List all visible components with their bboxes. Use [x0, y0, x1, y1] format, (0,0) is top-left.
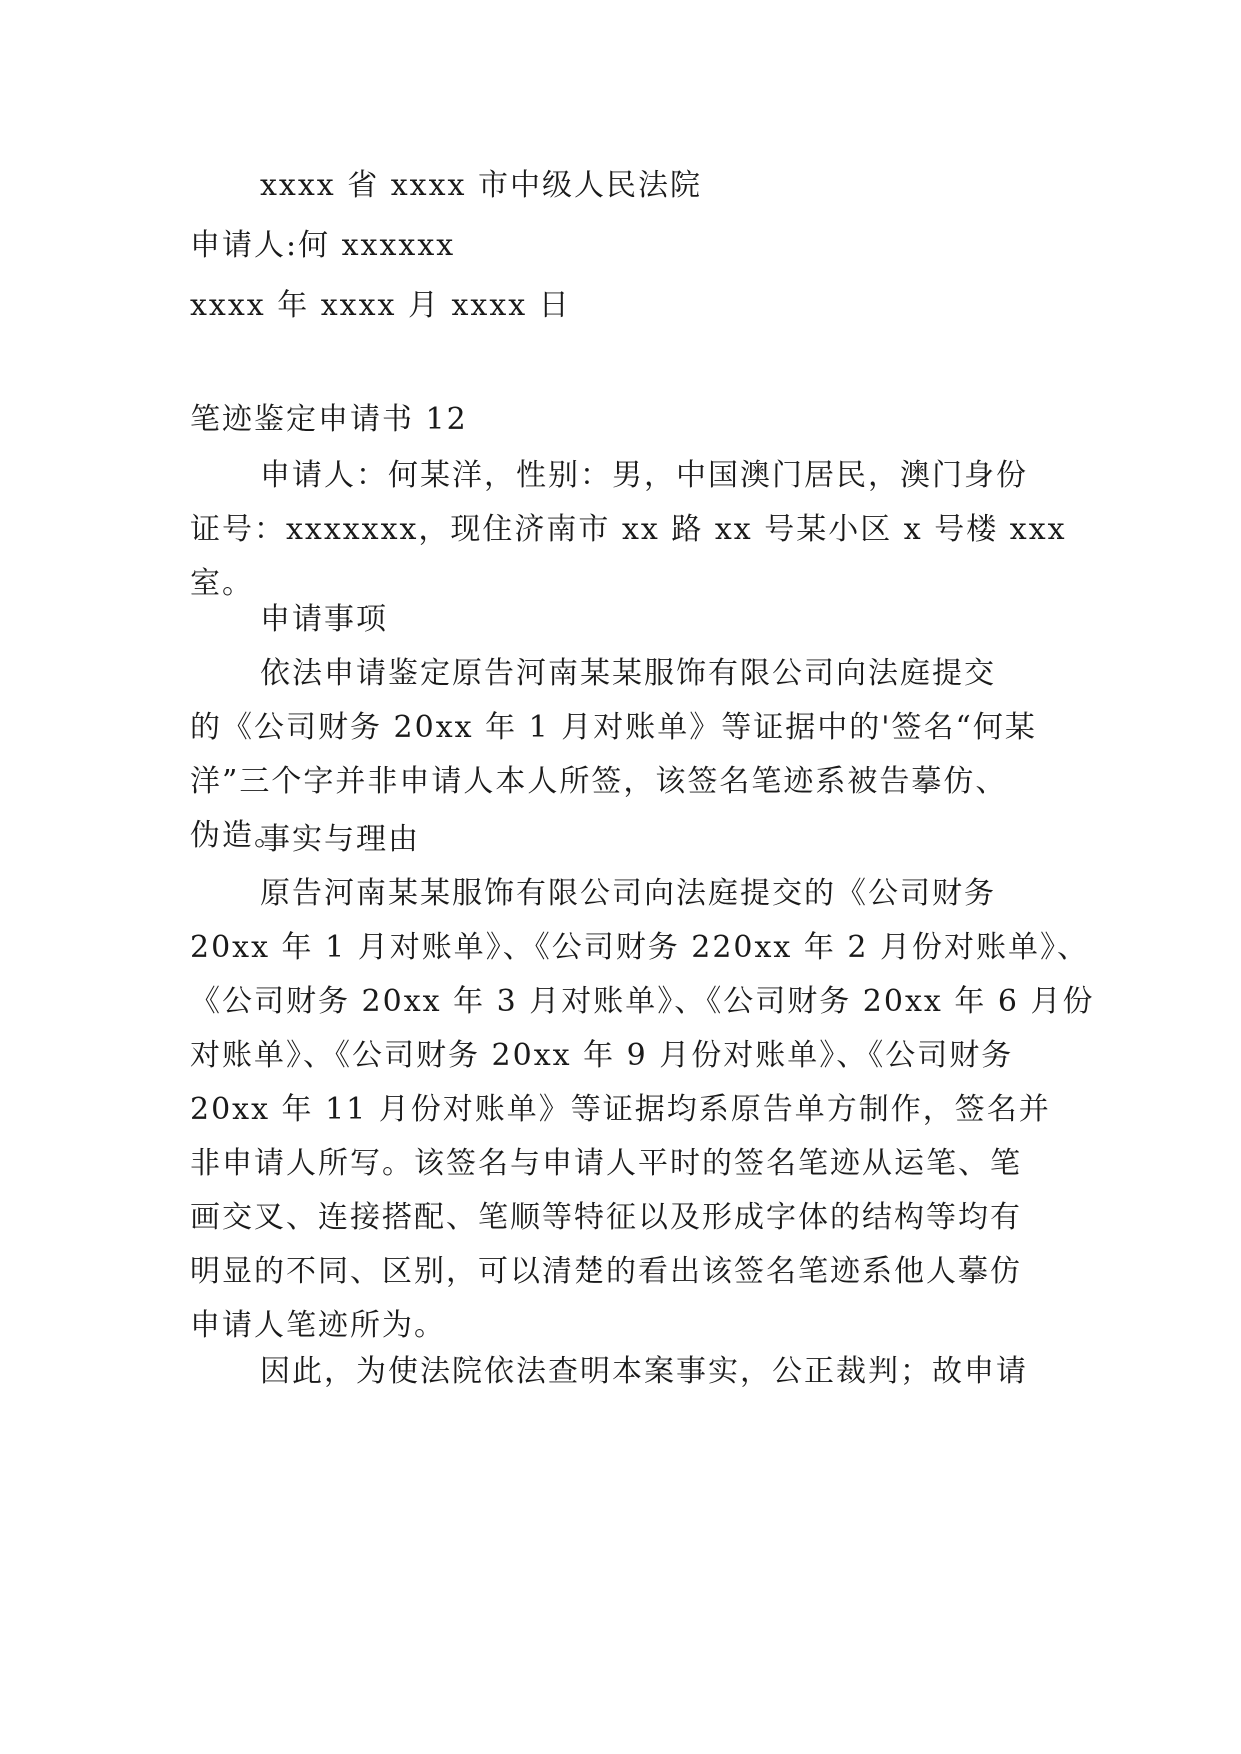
paragraph-line: 对账单》、《公司财务 20xx 年 9 月份对账单》、《公司财务 — [190, 1038, 1014, 1073]
paragraph-line: 明显的不同、区别，可以清楚的看出该签名笔迹系他人摹仿 — [190, 1254, 1022, 1289]
signature-date: xxxx 年 xxxx 月 xxxx 日 — [190, 288, 571, 323]
paragraph-line: 20xx 年 11 月份对账单》等证据均系原告单方制作，签名并 — [190, 1092, 1051, 1127]
section-heading-request: 申请事项 — [260, 602, 388, 637]
paragraph-line: 申请人笔迹所为。 — [190, 1308, 446, 1343]
paragraph-line: 画交叉、连接搭配、笔顺等特征以及形成字体的结构等均有 — [190, 1200, 1022, 1235]
paragraph-line: 室。 — [190, 566, 254, 601]
paragraph-line: 的《公司财务 20xx 年 1 月对账单》等证据中的'签名“何某 — [190, 710, 1037, 745]
paragraph-line: 申请人：何某洋，性别：男，中国澳门居民，澳门身份 — [260, 458, 1028, 493]
court-name: xxxx 省 xxxx 市中级人民法院 — [260, 168, 702, 203]
paragraph-line: 因此，为使法院依法查明本案事实，公正裁判；故申请 — [260, 1354, 1028, 1389]
paragraph-line: 洋”三个字并非申请人本人所签，该签名笔迹系被告摹仿、 — [190, 764, 1008, 799]
document-title: 笔迹鉴定申请书 12 — [190, 402, 468, 437]
paragraph-line: 证号：xxxxxxx，现住济南市 xx 路 xx 号某小区 x 号楼 xxx — [190, 512, 1067, 547]
paragraph-line: 原告河南某某服饰有限公司向法庭提交的《公司财务 — [260, 876, 996, 911]
paragraph-line: 非申请人所写。该签名与申请人平时的签名笔迹从运笔、笔 — [190, 1146, 1022, 1181]
applicant-signature: 申请人:何 xxxxxx — [190, 228, 456, 263]
paragraph-line: 依法申请鉴定原告河南某某服饰有限公司向法庭提交 — [260, 656, 996, 691]
section-heading-facts: 事实与理由 — [260, 822, 420, 857]
paragraph-line: 20xx 年 1 月对账单》、《公司财务 220xx 年 2 月份对账单》、 — [190, 930, 1090, 965]
paragraph-line: 伪造。 — [190, 818, 286, 853]
paragraph-line: 《公司财务 20xx 年 3 月对账单》、《公司财务 20xx 年 6 月份 — [190, 984, 1095, 1019]
